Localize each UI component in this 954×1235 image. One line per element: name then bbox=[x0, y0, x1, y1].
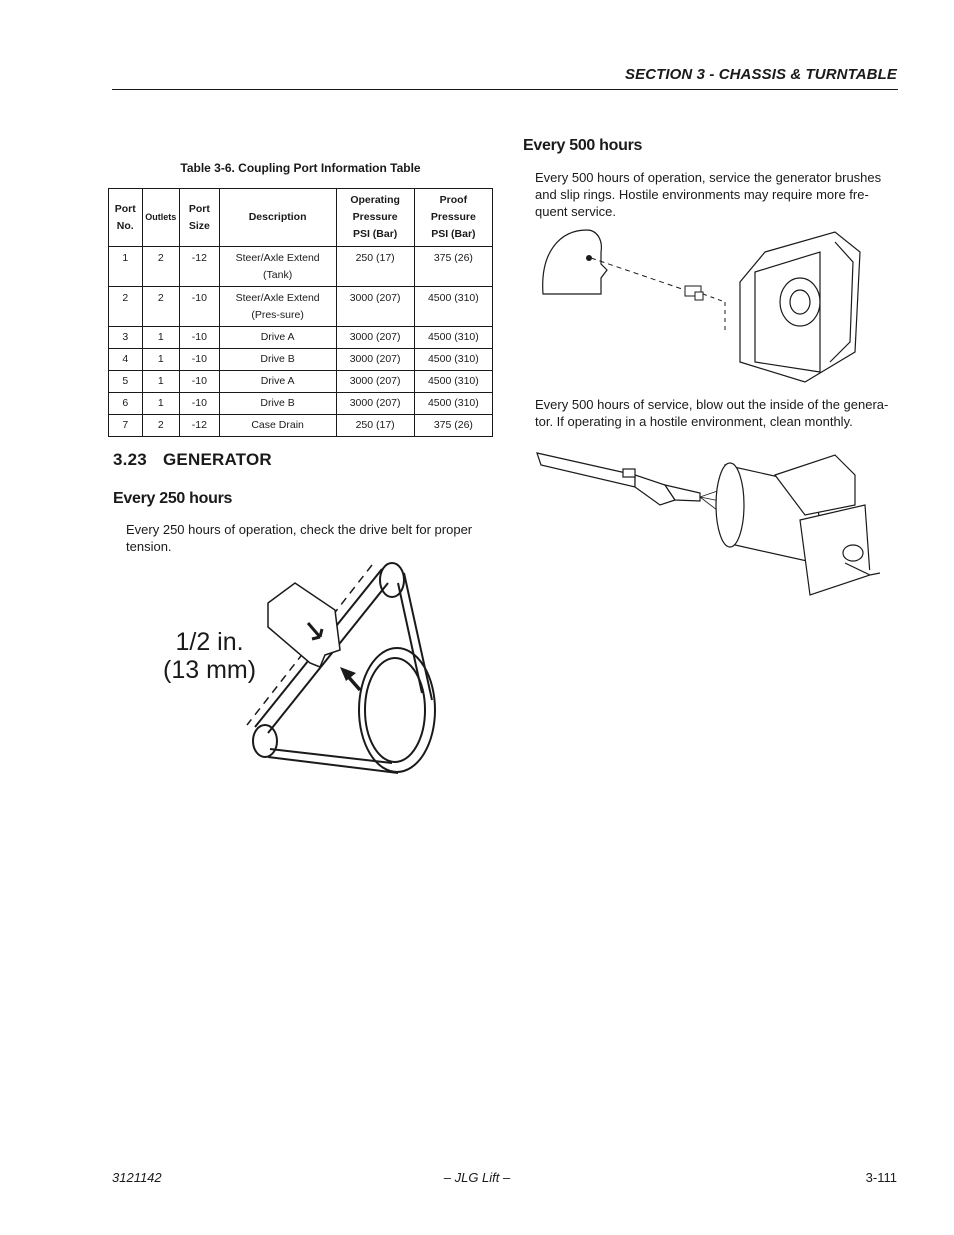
table-row bbox=[109, 327, 493, 349]
cell-outlets: 1 bbox=[142, 349, 180, 371]
generator-brushes-figure bbox=[535, 222, 865, 387]
cell-port-no: 3 bbox=[109, 327, 143, 349]
cell-port-size: -10 bbox=[180, 371, 220, 393]
table-row bbox=[109, 415, 493, 437]
every-250-heading: Every 250 hours bbox=[113, 490, 233, 507]
col-header-operating-pressure: Operating Pressure PSI (Bar) bbox=[336, 189, 414, 247]
cell-port-size: -12 bbox=[180, 415, 220, 437]
cell-port-size: -10 bbox=[180, 287, 220, 327]
table-row bbox=[109, 371, 493, 393]
cell-operating-pressure: 250 (17) bbox=[336, 415, 414, 437]
table-row bbox=[109, 349, 493, 371]
cell-port-size: -12 bbox=[180, 247, 220, 287]
page-number: 3-111 bbox=[865, 1170, 897, 1185]
cell-port-size: -10 bbox=[180, 349, 220, 371]
cell-operating-pressure: 3000 (207) bbox=[336, 393, 414, 415]
section-heading-title: GENERATOR bbox=[163, 450, 272, 469]
header-rule bbox=[112, 89, 898, 90]
col-header-description: Description bbox=[219, 189, 336, 247]
every-250-text: Every 250 hours of operation, check the drive belt for proper tension. bbox=[126, 522, 473, 554]
section-title: SECTION 3 - CHASSIS & TURNTABLE bbox=[624, 66, 897, 83]
brush-icon bbox=[685, 286, 703, 300]
cell-outlets: 1 bbox=[142, 371, 180, 393]
cell-proof-pressure: 4500 (310) bbox=[414, 349, 492, 371]
coupling-port-table bbox=[108, 188, 493, 437]
col-header-outlets: Outlets bbox=[142, 189, 180, 247]
cell-description: Drive B bbox=[219, 393, 336, 415]
air-nozzle-icon bbox=[537, 453, 700, 505]
arrow-icon bbox=[340, 667, 360, 690]
cell-outlets: 1 bbox=[142, 393, 180, 415]
table-row bbox=[109, 287, 493, 327]
cell-outlets: 2 bbox=[142, 247, 180, 287]
every-500-heading: Every 500 hours bbox=[523, 137, 643, 154]
every-500-text-brushes: Every 500 hours of operation, service the generator brushes and slip rings. Hostile environments may require more fre- quent service. bbox=[535, 170, 882, 219]
section-number: 3.23 bbox=[113, 450, 147, 469]
every-500-text-blowout: Every 500 hours of service, blow out the inside of the genera- tor. If operating in a hostile environment, clean monthly. bbox=[535, 397, 889, 429]
generator-housing-icon bbox=[740, 232, 860, 382]
cell-port-no: 2 bbox=[109, 287, 143, 327]
cell-proof-pressure: 4500 (310) bbox=[414, 287, 492, 327]
generator-blowout-figure bbox=[535, 445, 885, 605]
col-header-port-no: Port No. bbox=[109, 189, 143, 247]
cell-description: Drive A bbox=[219, 371, 336, 393]
cell-port-no: 6 bbox=[109, 393, 143, 415]
cell-operating-pressure: 3000 (207) bbox=[336, 327, 414, 349]
pointing-hand-icon bbox=[268, 583, 340, 667]
cell-port-no: 5 bbox=[109, 371, 143, 393]
cell-description: Steer/Axle Extend (Tank) bbox=[219, 247, 336, 287]
cell-outlets: 1 bbox=[142, 327, 180, 349]
cell-port-no: 4 bbox=[109, 349, 143, 371]
col-header-proof-pressure: Proof Pressure PSI (Bar) bbox=[414, 189, 492, 247]
cell-proof-pressure: 375 (26) bbox=[414, 247, 492, 287]
cell-outlets: 2 bbox=[142, 287, 180, 327]
table-header-row bbox=[109, 189, 493, 247]
cell-description: Steer/Axle Extend (Pres-sure) bbox=[219, 287, 336, 327]
belt-deflection-label: 1/2 in. (13 mm) bbox=[163, 628, 257, 684]
cell-operating-pressure: 250 (17) bbox=[336, 247, 414, 287]
cell-proof-pressure: 375 (26) bbox=[414, 415, 492, 437]
cell-operating-pressure: 3000 (207) bbox=[336, 349, 414, 371]
cell-port-size: -10 bbox=[180, 393, 220, 415]
cell-proof-pressure: 4500 (310) bbox=[414, 393, 492, 415]
cell-operating-pressure: 3000 (207) bbox=[336, 287, 414, 327]
cell-outlets: 2 bbox=[142, 415, 180, 437]
cell-proof-pressure: 4500 (310) bbox=[414, 371, 492, 393]
doc-number: 3121142 bbox=[112, 1170, 162, 1185]
cell-description: Drive A bbox=[219, 327, 336, 349]
generator-body-icon bbox=[716, 455, 880, 595]
section-heading bbox=[113, 450, 272, 470]
cell-port-no: 1 bbox=[109, 247, 143, 287]
cell-proof-pressure: 4500 (310) bbox=[414, 327, 492, 349]
table-title: Table 3-6. Coupling Port Information Table bbox=[180, 161, 421, 175]
cell-description: Case Drain bbox=[219, 415, 336, 437]
cell-port-size: -10 bbox=[180, 327, 220, 349]
cell-description: Drive B bbox=[219, 349, 336, 371]
cell-operating-pressure: 3000 (207) bbox=[336, 371, 414, 393]
cell-port-no: 7 bbox=[109, 415, 143, 437]
table-row bbox=[109, 247, 493, 287]
table-row bbox=[109, 393, 493, 415]
footer-brand: – JLG Lift – bbox=[443, 1170, 511, 1185]
col-header-port-size: Port Size bbox=[180, 189, 220, 247]
inspect-head-icon bbox=[543, 230, 607, 294]
